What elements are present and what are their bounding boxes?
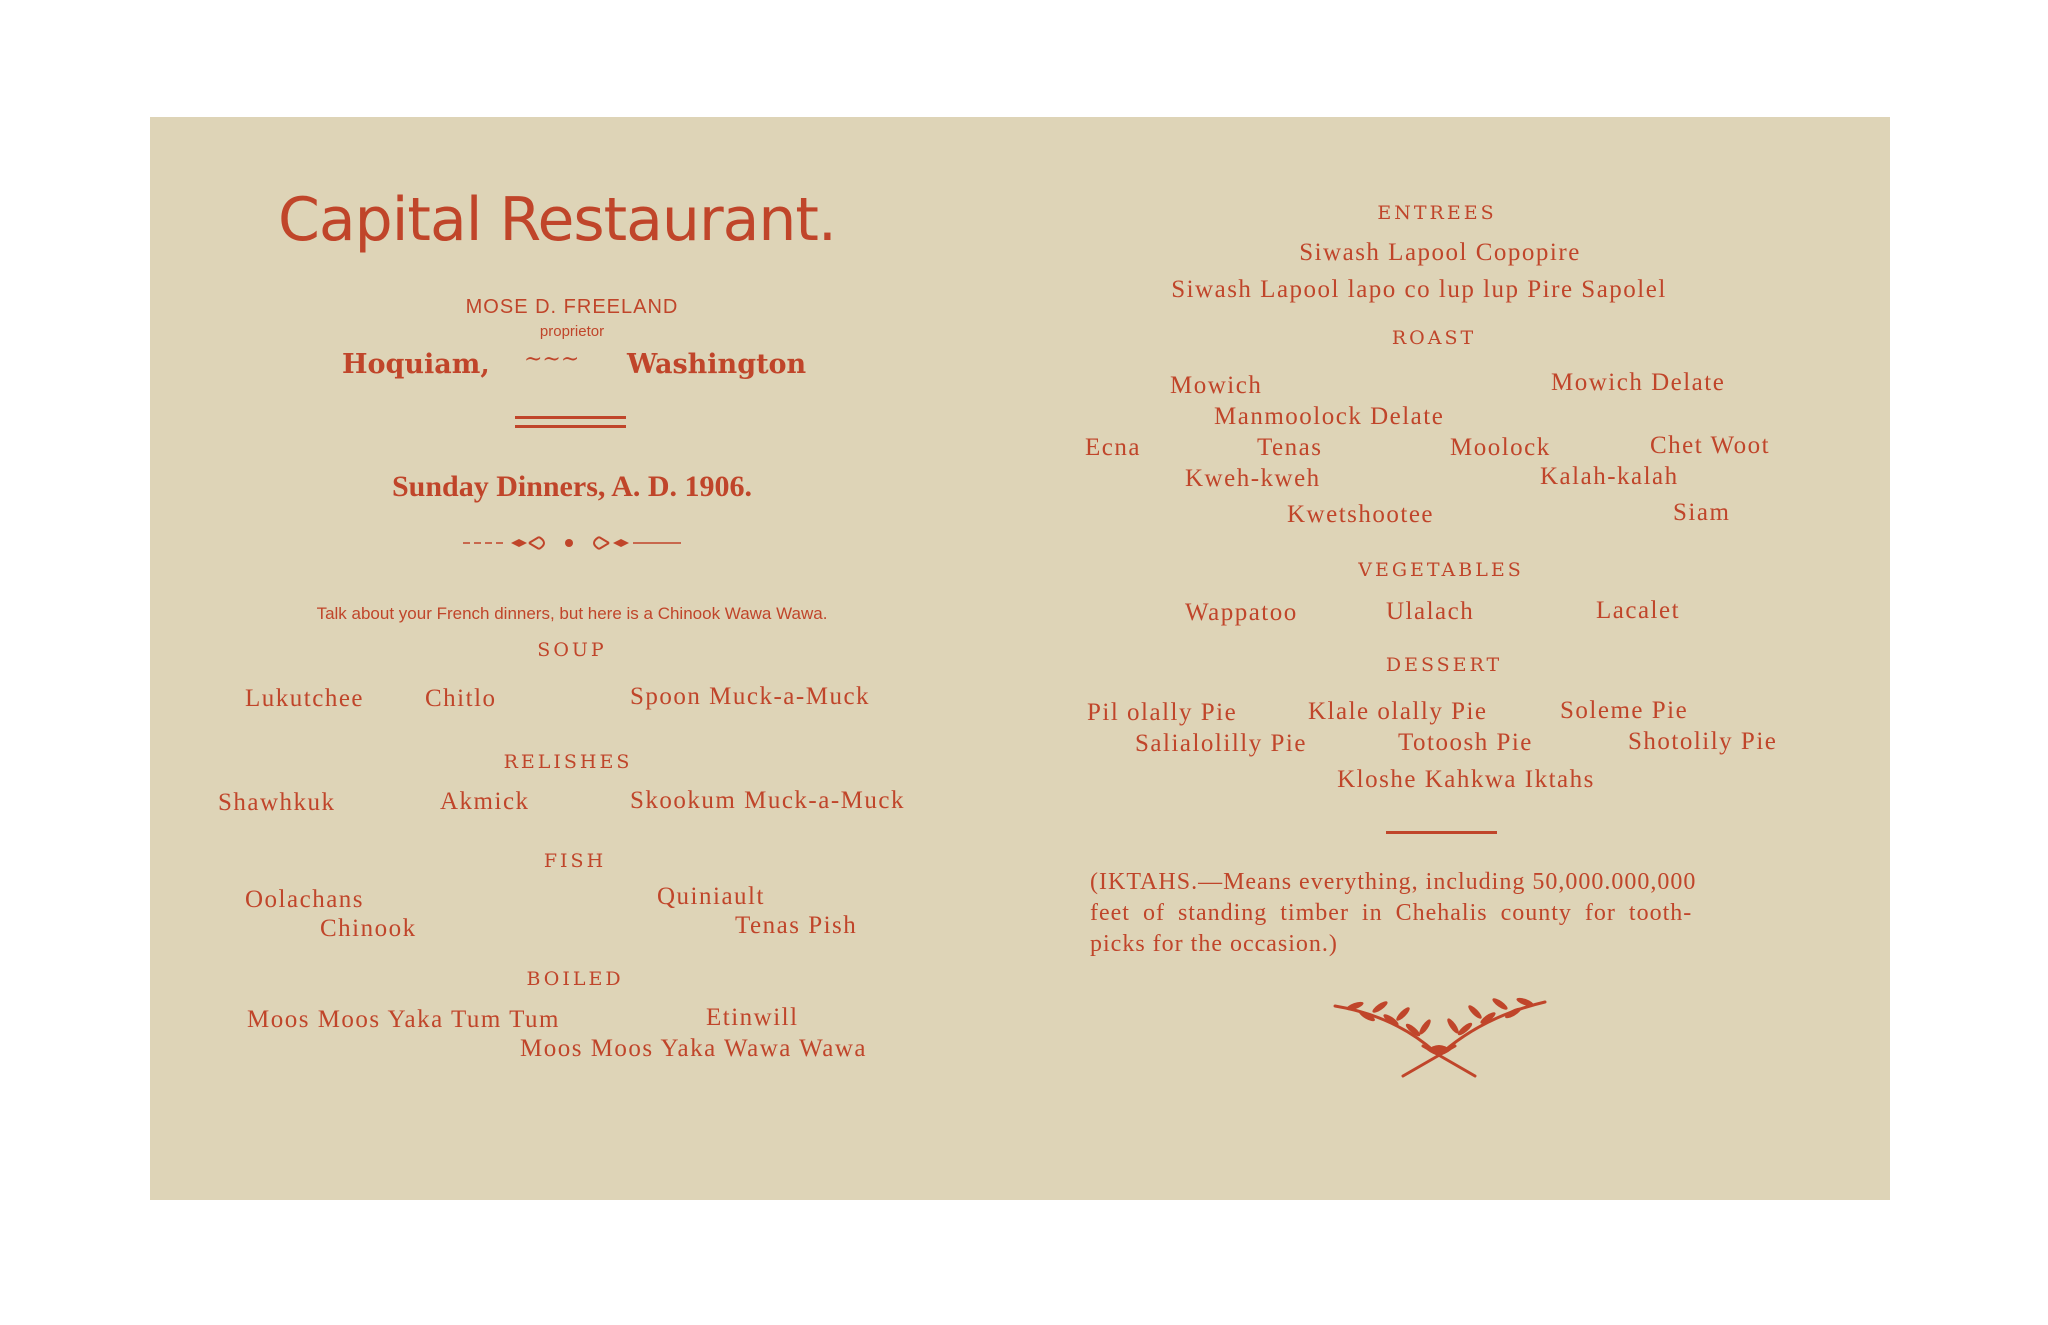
soup-heading: SOUP — [537, 639, 607, 661]
boiled-item: Moos Moos Yaka Wawa Wawa — [520, 1035, 868, 1062]
soup-item: Chitlo — [425, 685, 497, 712]
double-rule-top — [515, 416, 626, 419]
soup-item: Spoon Muck-a-Muck — [630, 683, 871, 710]
vegetable-item: Wappatoo — [1185, 599, 1298, 626]
roast-item: Mowich — [1170, 372, 1263, 399]
intro-line: Talk about your French dinners, but here is a Chinook Wawa Wawa. — [316, 604, 828, 623]
restaurant-title: Capital Restaurant. — [278, 185, 837, 255]
crossed-laurel-icon — [1325, 994, 1555, 1082]
menu-subtitle: Sunday Dinners, A. D. 1906. — [391, 470, 753, 503]
vegetable-item: Ulalach — [1386, 598, 1475, 625]
dessert-item: Soleme Pie — [1560, 697, 1689, 724]
entrees-heading: ENTREES — [1377, 202, 1497, 224]
state-name: Washington — [627, 349, 807, 380]
fish-item: Tenas Pish — [735, 912, 858, 939]
relishes-heading: RELISHES — [503, 751, 633, 773]
fish-item: Quiniault — [657, 883, 765, 910]
vegetable-item: Lacalet — [1596, 597, 1681, 624]
boiled-heading: BOILED — [526, 968, 624, 990]
roast-heading: ROAST — [1391, 327, 1477, 349]
dessert-item: Shotolily Pie — [1628, 728, 1778, 755]
note-line: (IKTAHS.—Means everything, including 50,000.000,000 — [1090, 869, 1697, 895]
flourish-ornament — [463, 534, 681, 552]
roast-item: Manmoolock Delate — [1214, 403, 1445, 430]
roast-item: Siam — [1673, 499, 1731, 526]
menu-card — [150, 117, 1890, 1200]
roast-item: Mowich Delate — [1551, 369, 1726, 396]
vegetables-heading: VEGETABLES — [1358, 559, 1524, 581]
soup-item: Lukutchee — [245, 685, 365, 712]
relish-item: Skookum Muck-a-Muck — [630, 787, 905, 814]
boiled-item: Etinwill — [706, 1004, 799, 1031]
dessert-item: Klale olally Pie — [1308, 698, 1488, 725]
divider-rule — [1386, 831, 1497, 834]
roast-item: Kweh-kweh — [1185, 465, 1321, 492]
entree-item: Siwash Lapool lapo co lup lup Pire Sapolel — [1171, 276, 1667, 303]
dessert-item: Pil olally Pie — [1087, 699, 1238, 726]
entree-item: Siwash Lapool Copopire — [1299, 239, 1581, 266]
note-line: picks for the occasion.) — [1090, 931, 1338, 957]
roast-item: Kalah-kalah — [1540, 463, 1679, 490]
double-rule-bottom — [515, 425, 626, 428]
relish-item: Shawhkuk — [218, 789, 336, 816]
proprietor-name: MOSE D. FREELAND — [465, 296, 679, 318]
boiled-item: Moos Moos Yaka Tum Tum — [247, 1006, 561, 1033]
roast-item: Ecna — [1085, 434, 1141, 461]
fish-item: Chinook — [320, 915, 417, 942]
dessert-item: Salialolilly Pie — [1135, 730, 1307, 757]
roast-item: Moolock — [1450, 434, 1551, 461]
dessert-heading: DESSERT — [1385, 654, 1503, 676]
fish-heading: FISH — [543, 850, 607, 872]
proprietor-label: proprietor — [539, 323, 605, 340]
relish-item: Akmick — [440, 788, 530, 815]
dessert-item: Kloshe Kahkwa Iktahs — [1337, 766, 1595, 793]
note-line: feet of standing timber in Chehalis county for tooth- — [1090, 900, 1693, 926]
roast-item: Tenas — [1257, 434, 1323, 461]
dessert-item: Totoosh Pie — [1398, 729, 1533, 756]
fish-item: Oolachans — [245, 886, 365, 913]
wave-ornament: ~~~ — [524, 347, 580, 372]
roast-item: Chet Woot — [1650, 432, 1771, 459]
city-name: Hoquiam, — [342, 349, 490, 380]
roast-item: Kwetshootee — [1287, 501, 1435, 528]
